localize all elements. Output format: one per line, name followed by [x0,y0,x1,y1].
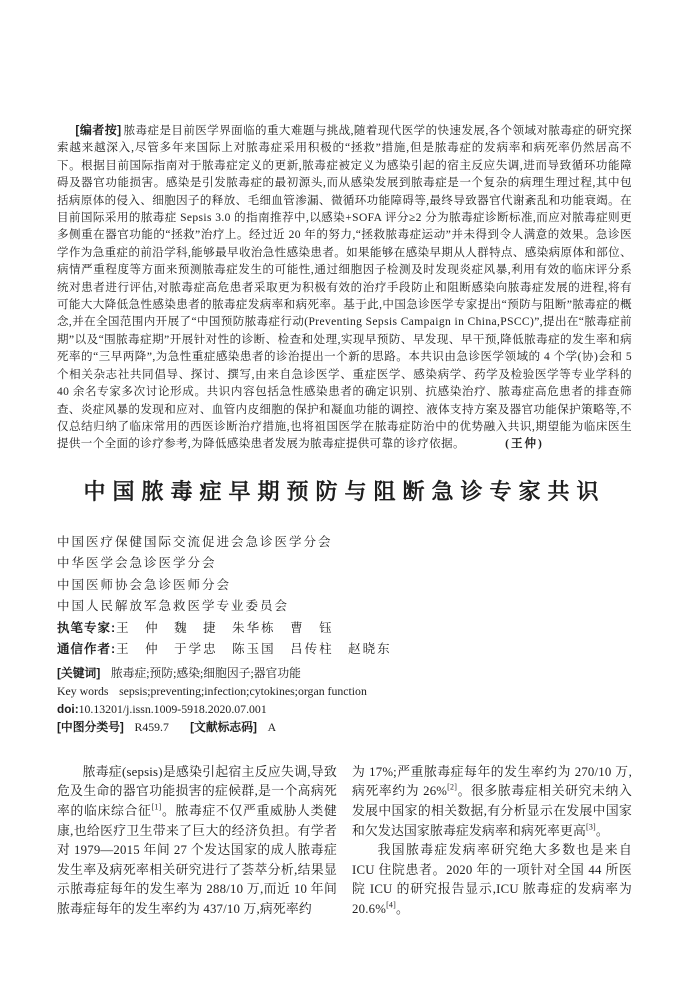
writers-label: 执笔专家: [57,620,117,635]
clc-label: [中图分类号] [57,719,124,734]
organization-line: 中国人民解放军急救医学专业委员会 [57,599,290,614]
correspondents-names: 王 仲 于学忠 陈玉国 吕传柱 赵晓东 [116,642,392,657]
clc-value: R459.7 [134,719,169,734]
doc-code-value: A [267,719,277,734]
editor-note [57,122,632,454]
editor-note-label: [编者按] [75,123,122,137]
editor-note-paragraph [57,122,632,454]
doi-value: 10.13201/j.issn.1009-5918.2020.07.001 [78,701,267,716]
article-title: 中国脓毒症早期预防与阻断急诊专家共识 [83,478,606,504]
body-paragraph: 我国脓毒症发病率研究绝大多数也是来自 ICU 住院患者。2020 年的一项针对全国 44 所医院 ICU 的研究报告显示,ICU 脓毒症的发病率为 20.6%[4]。 [352,843,632,916]
correspondents-line [57,639,632,661]
organization-line: 中国医师协会急诊医师分会 [57,577,232,592]
keywords-en-text: sepsis;preventing;infection;cytokines;organ function [119,683,367,698]
doi-line [57,700,632,718]
doi-label: doi: [57,701,79,716]
keywords-line [57,664,632,682]
body-paragraph: 为 17%;严重脓毒症每年的发生率约为 270/10 万,病死率约为 26%[2]。很多脓毒症相关研究未纳入发展中国家的相关数据,有分析显示在发展中国家和欠发达国家脓毒症发病率和病死率更高[3]。 [352,764,632,838]
right-column [352,763,632,920]
keywords-text: 脓毒症;预防;感染;细胞因子;器官功能 [110,665,301,680]
meta-block [57,664,632,736]
keywords-en-label: Key words [57,683,109,698]
classification-line [57,718,632,736]
writers-line [57,618,632,640]
correspondents-label: 通信作者: [57,642,117,657]
keywords-en-line [57,682,632,700]
doc-code-label: [文献标志码] [190,719,257,734]
organization-list [57,532,632,661]
organization-line: 中国医疗保健国际交流促进会急诊医学分会 [57,534,333,549]
keywords-label: [关键词] [57,665,101,680]
editor-note-body: 脓毒症是目前医学界面临的重大难题与挑战,随着现代医学的快速发展,各个领域对脓毒症的研究探索越来越深入,尽管多年来国际上对脓毒症采用积极的“拯救”措施,但是脓毒症的发病率和病死率仍然居高不下。根据目前国际指南对于脓毒症定义的更新,脓毒症被定义为感染引起的宿主反应失调,进而导致循环功能障碍及器官功能损害。感染是引发脓毒症的最初源头,而从感染发展到脓毒症是一个复杂的病理生理过程,其中包括病原体的侵入、细胞因子的释放、毛细血管渗漏、微循环功能障碍等,最终导致器官代谢紊乱和功能衰竭。在目前国际采用的脓毒症 Sepsis 3.0 的指南推荐中,以感染+SOFA 评分≥2 分为脓毒症诊断标准,而应对脓毒症则更多侧重在器官功能的“拯救”治疗上。经过近 20 年的努力,“拯救脓毒症运动”并未得到令人满意的效果。急诊医学作为急重症的前沿学科,能够最早收治急性感染患者。如果能够在感染早期从人群特点、感染病原体和部位、病情严重程度等方面来预测脓毒症发生的可能性,通过细胞因子检测及时发现炎症风暴,利用有效的临床评分系统对患者进行评估,对脓毒症高危患者采取更为积极有效的治疗手段防止和阻断感染向脓毒症发展的进程,将有可能大大降低急性感染患者的脓毒症发病率和病死率。基于此,中国急诊医学专家提出“预防与阻断”脓毒症的概念,并在全国范围内开展了“中国预防脓毒症行动(Preventing Sepsis Campaign in China,PSCC)”,提出在“脓毒症前期”以及“围脓毒症期”开展针对性的诊断、检查和处理,实现早预防、早发现、早干预,降低脓毒症的发生率和病死率的“三早两降”,为急性重症感染患者的诊治提出一个新的思路。本共识由急诊医学领域的 4 个学(协)会和 5 个相关杂志社共同倡导、探讨、撰写,由来自急诊医学、重症医学、感染病学、药学及检验医学等专业学科的 40 余名专家多次讨论形成。共识内容包括急性感染患者的确定识别、抗感染治疗、脓毒症高危患者的排查筛查、炎症风暴的发现和应对、血管内皮细胞的保护和凝血功能的调控、液体支持方案及器官功能保护策略等,不仅总结归纳了临床常用的西医诊断治疗措施,也将祖国医学在脓毒症防治中的优势融入共识,期望能为临床医生提供一个全面的诊疗参考,为降低感染患者发展为脓毒症提供可靠的诊疗依据。 [57,125,632,451]
left-column [57,763,337,920]
writers-names: 王 仲 魏 捷 朱华栋 曹 钰 [116,620,334,635]
body-columns [57,763,632,920]
editor-note-signature: (王仲) [505,438,544,451]
body-paragraph: 脓毒症(sepsis)是感染引起宿主反应失调,导致危及生命的器官功能损害的症候群,是一个高病死率的临床综合征[1]。脓毒症不仅严重威胁人类健康,也给医疗卫生带来了巨大的经济负担。有学者对 1979—2015 年间 27 个发达国家的成人脓毒症发生率及病死率相关研究进行了荟萃分析,结果显示脓毒症每年的发生率为 288/10 万,而近 10 年间脓毒症每年的发生率约为 437/10 万,病死率约 [57,764,337,916]
organization-line: 中华医学会急诊医学分会 [57,556,217,571]
